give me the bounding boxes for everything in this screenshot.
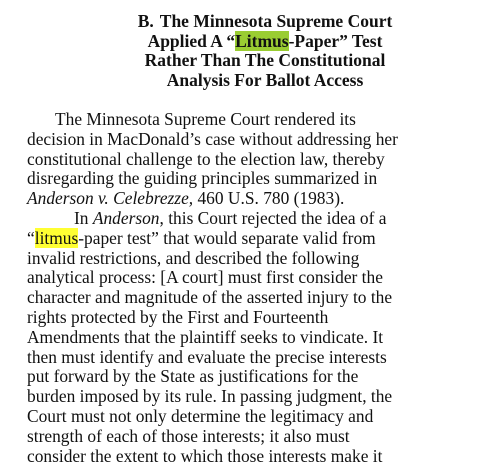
heading-line-1 xyxy=(100,12,430,32)
section-heading xyxy=(100,12,430,90)
p2-line-1 xyxy=(27,209,477,229)
highlighted-word-litmus-body: litmus xyxy=(34,227,79,248)
open-quote: “ xyxy=(27,227,35,248)
heading-line-4: Analysis For Ballot Access xyxy=(166,69,364,90)
p2-line-3: invalid restrictions, and described the following xyxy=(27,247,360,268)
p2-line-12: strength of each of those interests; it also must xyxy=(27,425,350,446)
p1-line-5-rest: 460 U.S. 780 (1983). xyxy=(193,188,345,209)
p2-line-5: character and magnitude of the asserted injury to the xyxy=(27,287,393,308)
heading-text-2b: -Paper” Test xyxy=(288,30,383,51)
p2-line-7: Amendments that the plaintiff seeks to vindicate. It xyxy=(27,326,384,347)
p2-line-13: consider the extent to which those interests make it xyxy=(27,445,383,466)
p2-line-4: analytical process: [A court] must first consider the xyxy=(27,267,383,288)
p1-line-2: decision in MacDonald’s case without addressing her xyxy=(27,128,398,149)
p2-line-11: Court must not only determine the legitimacy and xyxy=(27,405,374,426)
p1-line-3: constitutional challenge to the election law, thereby xyxy=(27,148,385,169)
case-name-italic: Anderson xyxy=(92,207,160,228)
p2-line-2-rest: -paper test” that would separate valid from xyxy=(78,227,376,248)
p1-line-1: The Minnesota Supreme Court rendered its xyxy=(55,109,356,129)
case-citation: Anderson v. Celebrezze, xyxy=(27,188,194,209)
p1-line-4: disregarding the guiding principles summarized in xyxy=(27,168,378,189)
heading-text-1: The Minnesota Supreme Court xyxy=(159,11,393,31)
body-text xyxy=(27,110,477,466)
section-marker: B. xyxy=(137,11,154,31)
p2-line-6: rights protected by the First and Fourteenth xyxy=(27,306,329,327)
p2-line-2 xyxy=(27,229,477,249)
p2-line-1-b: , this Court rejected the idea of a xyxy=(159,207,387,228)
p2-line-10: burden imposed by its rule. In passing judgment, the xyxy=(27,386,393,407)
heading-text-2a: Applied A “ xyxy=(147,30,236,51)
p2-line-1-a: In xyxy=(74,207,93,228)
p1-line-5 xyxy=(27,189,477,209)
highlighted-word-litmus: Litmus xyxy=(235,30,289,51)
heading-line-3: Rather Than The Constitutional xyxy=(144,50,386,70)
heading-line-2 xyxy=(100,32,430,52)
p2-line-8: then must identify and evaluate the precise interests xyxy=(27,346,387,367)
p2-line-9: put forward by the State as justifications for the xyxy=(27,366,359,387)
